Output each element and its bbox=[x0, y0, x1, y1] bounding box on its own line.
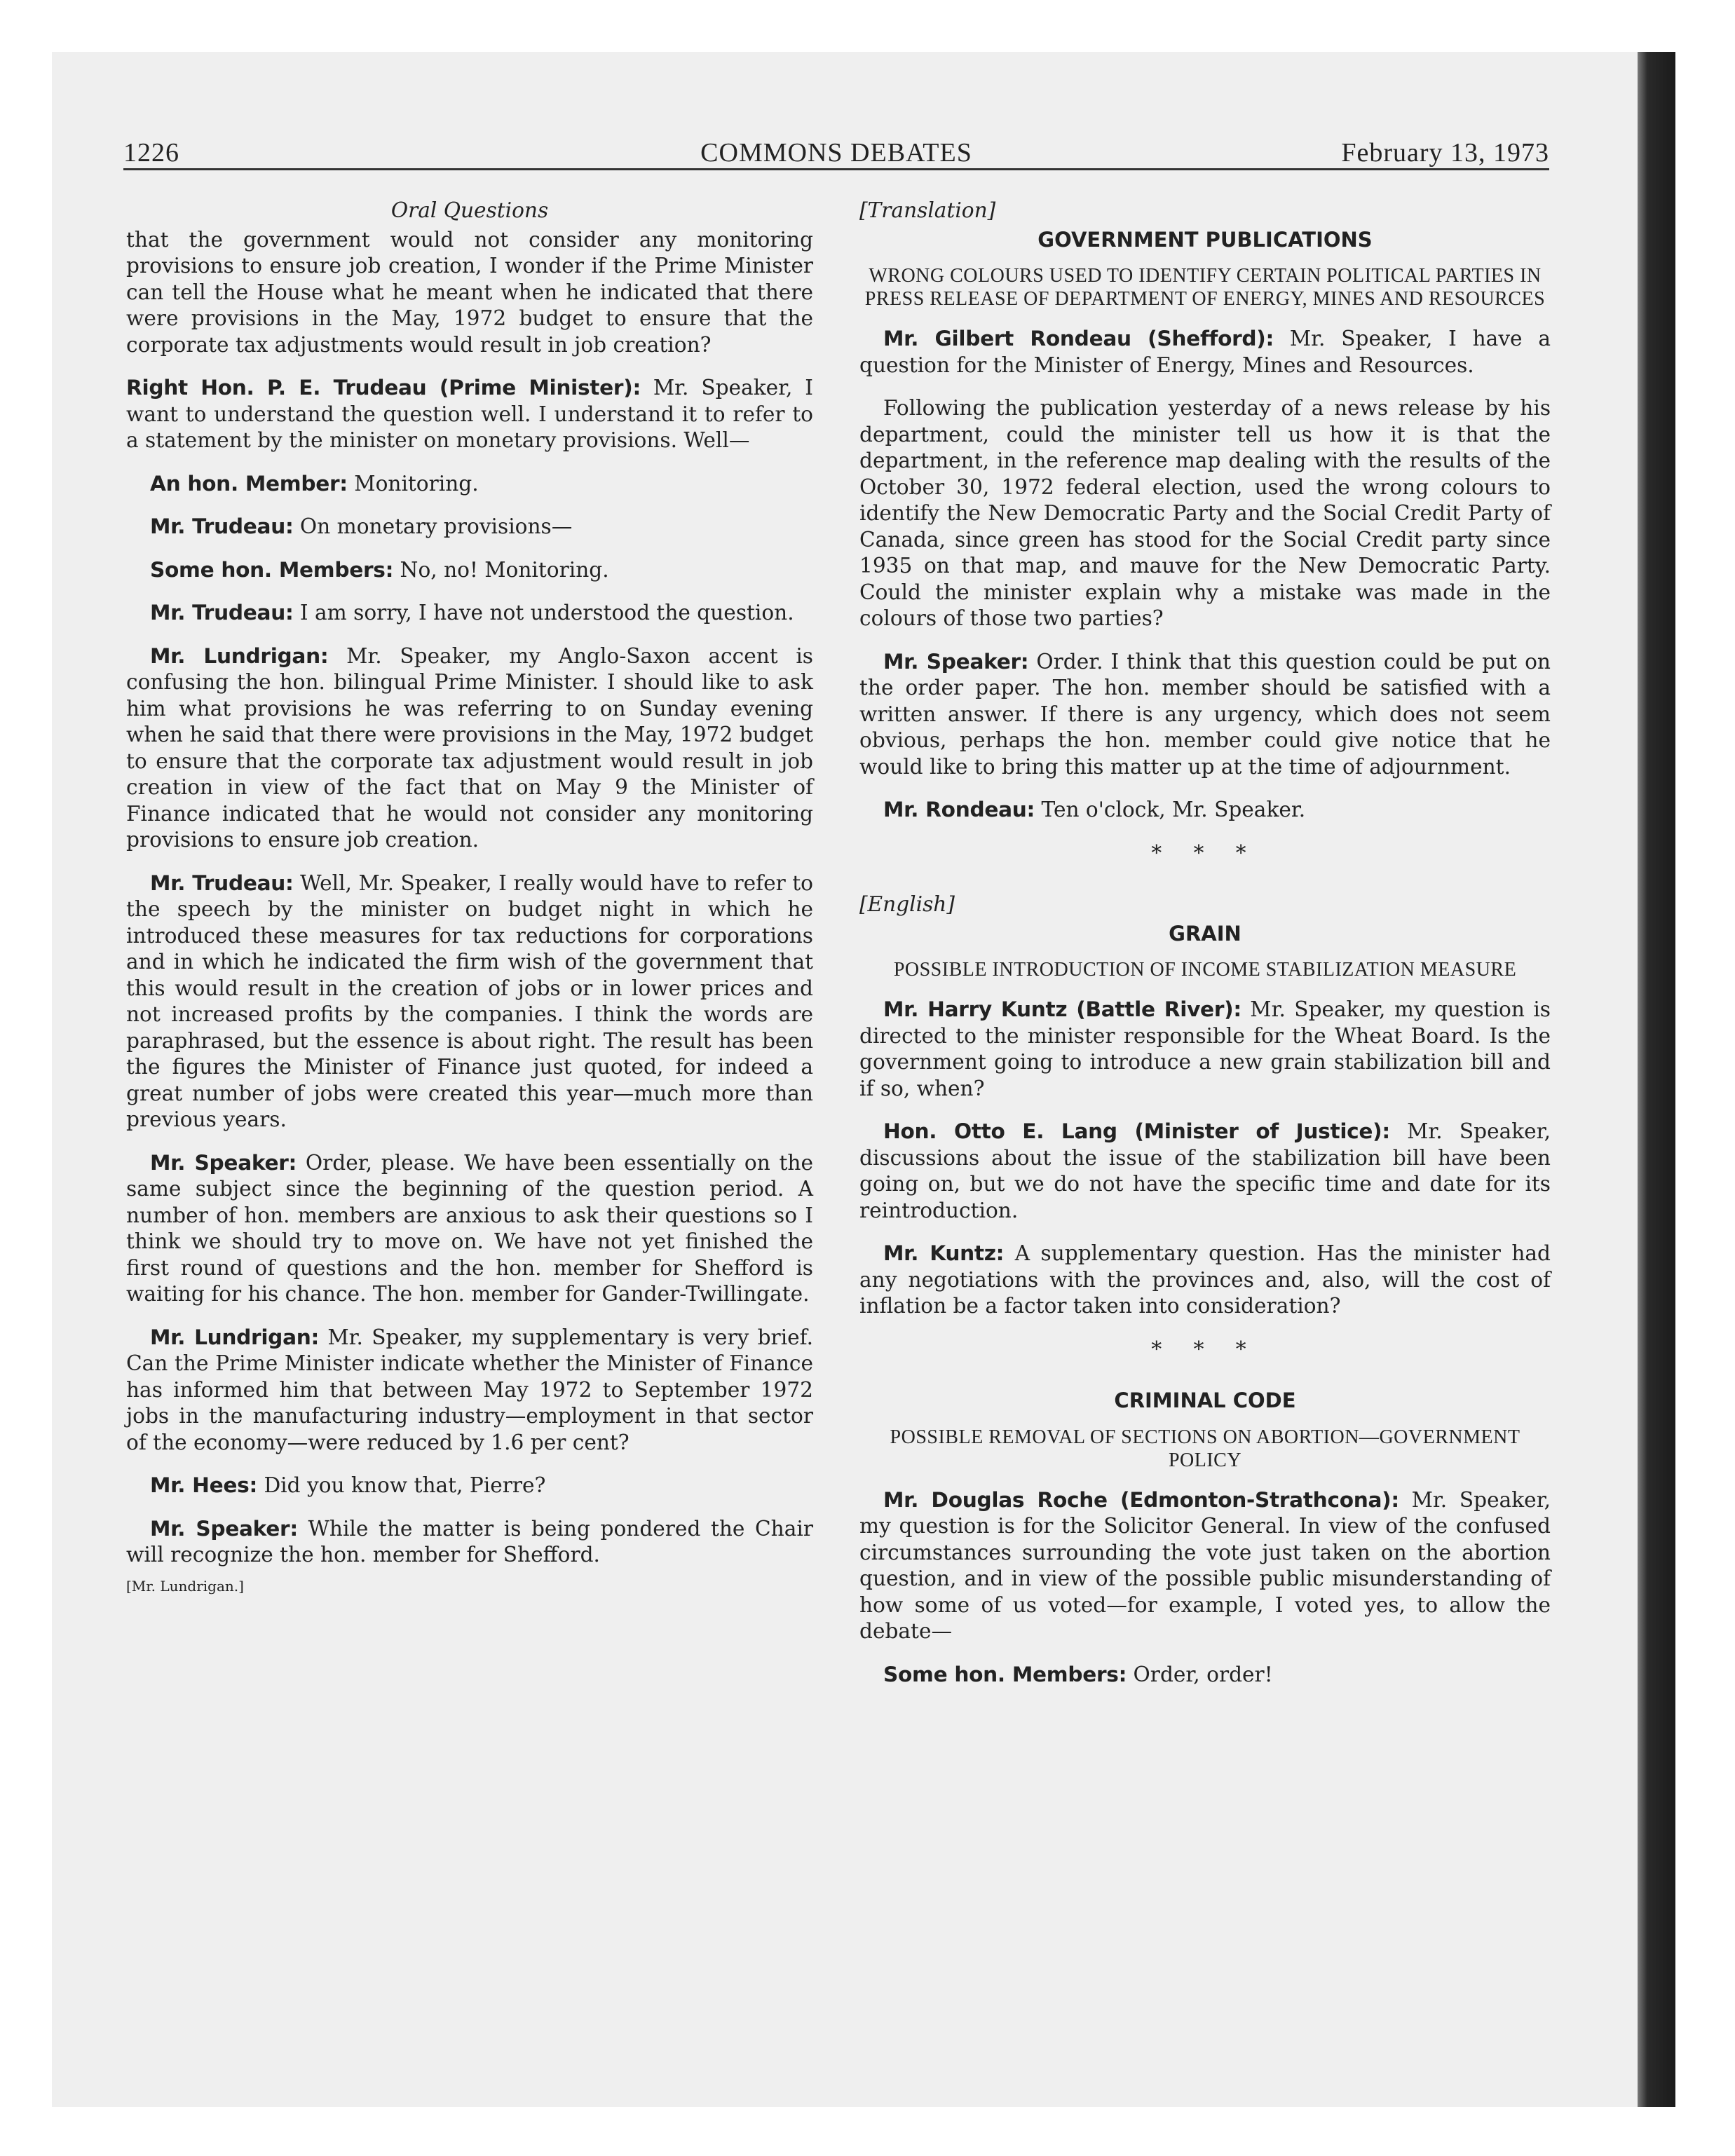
paragraph bbox=[126, 227, 813, 359]
paragraph-text: Order. I think that this question could be put on the order paper. The hon. member should be satisfied with a written answer. If there is any urgency, which does not seem obvious, perhaps the hon. member could give notice that he would like to bring this matter up at the time of adjournment. bbox=[859, 649, 1551, 779]
paragraph bbox=[859, 395, 1551, 632]
paragraph bbox=[126, 375, 813, 454]
running-head: Oral Questions bbox=[390, 198, 549, 222]
language-tag-english: [English] bbox=[859, 892, 955, 916]
header-rule bbox=[123, 168, 1549, 170]
paragraph-text: Well, Mr. Speaker, I really would have to refer to the speech by the minister on budget night in which he introduced these measures for tax reductions for corporations and in which he indicated the firm wish of the government that this would result in the creation of jobs or in lower prices and not increased profits by the companies. I think the words are paraphrased, but the essence is about right. The result has been the figures the Minister of Finance just quoted, for indeed a great number of jobs were created this year—much more than previous years. bbox=[126, 871, 813, 1131]
speaker-name: Mr. Gilbert Rondeau (Shefford): bbox=[883, 327, 1274, 350]
speaker-name: Mr. Speaker: bbox=[150, 1150, 297, 1175]
page-binding-shadow bbox=[1638, 52, 1675, 2107]
paragraph bbox=[126, 1325, 813, 1456]
paragraph-text: that the government would not consider any monitoring provisions to ensure job creation, I wonder if the Prime Minister can tell the House what he meant when he indicated that there were provisions in the May, 1972 budget to ensure that the corporate tax adjustments would result in job creation? bbox=[126, 227, 813, 357]
paragraph-text: While the matter is being pondered the Chair will recognize the hon. member for Shefford. bbox=[126, 1516, 813, 1567]
left-column bbox=[126, 198, 813, 1595]
paragraph-text: Mr. Speaker, my question is directed to the minister responsible for the Wheat Board. Is the government going to introduce a new grain stabilization bill and if so, when? bbox=[859, 997, 1551, 1100]
page-number: 1226 bbox=[123, 138, 179, 168]
paragraph-text: A supplementary question. Has the minister had any negotiations with the provinces and, also, will the cost of inflation be a factor taken into consideration? bbox=[859, 1241, 1551, 1318]
paragraph bbox=[126, 643, 813, 854]
paragraph-text: Order, order! bbox=[1133, 1662, 1273, 1686]
section-title: GRAIN bbox=[1169, 921, 1241, 946]
paragraph-text: Mr. Speaker, I have a question for the Minister of Energy, Mines and Resources. bbox=[859, 327, 1551, 377]
paragraph bbox=[859, 649, 1551, 781]
speaker-name: An hon. Member: bbox=[150, 471, 348, 496]
paragraph bbox=[126, 1516, 813, 1569]
speaker-name: Right Hon. P. E. Trudeau (Prime Minister): bbox=[126, 376, 641, 400]
paragraph bbox=[859, 997, 1551, 1102]
publication-date: February 13, 1973 bbox=[1341, 138, 1549, 168]
paragraph bbox=[859, 1241, 1551, 1320]
language-tag-translation: [Translation] bbox=[859, 198, 996, 222]
section-title: GOVERNMENT PUBLICATIONS bbox=[1037, 227, 1373, 252]
speaker-name: Mr. Douglas Roche (Edmonton-Strathcona): bbox=[883, 1487, 1399, 1512]
section-title: CRIMINAL CODE bbox=[1114, 1389, 1296, 1412]
paragraph bbox=[126, 514, 813, 540]
speaker-name: Some hon. Members: bbox=[150, 557, 394, 582]
paragraph-text: On monetary provisions— bbox=[299, 514, 573, 538]
paragraph-text: No, no! Monitoring. bbox=[400, 557, 609, 582]
paragraph-text: Ten o'clock, Mr. Speaker. bbox=[1041, 798, 1306, 821]
paragraph bbox=[126, 471, 813, 498]
paragraph bbox=[859, 1119, 1551, 1224]
section-subtitle: POSSIBLE INTRODUCTION OF INCOME STABILIZATION MEASURE bbox=[893, 959, 1517, 981]
speaker-name: Mr. Speaker: bbox=[883, 649, 1029, 674]
section-separator: * * * bbox=[1151, 840, 1259, 865]
speaker-name: Mr. Trudeau: bbox=[150, 871, 294, 895]
member-footnote: [Mr. Lundrigan.] bbox=[126, 1577, 244, 1595]
speaker-name: Mr. Lundrigan: bbox=[150, 1325, 320, 1349]
paragraph-text: Mr. Speaker, my Anglo-Saxon accent is confusing the hon. bilingual Prime Minister. I should like to ask him what provisions he was referring to on Sunday evening when he said that there were provisions in the May, 1972 budget to ensure that the corporate tax adjustment would result in job creation in view of the fact that on May 9 the Minister of Finance indicated that he would not consider any monitoring provisions to ensure job creation. bbox=[126, 643, 813, 852]
publication-title: COMMONS DEBATES bbox=[700, 138, 972, 168]
speaker-name: Mr. Harry Kuntz (Battle River): bbox=[883, 997, 1241, 1021]
paragraph-text: Mr. Speaker, discussions about the issue of the stabilization bill have been going on, but we do not have the specific time and date for its reintroduction. bbox=[859, 1119, 1551, 1222]
paragraph-text: I am sorry, I have not understood the question. bbox=[299, 601, 794, 625]
speaker-name: Mr. Rondeau: bbox=[883, 798, 1035, 821]
speaker-name: Mr. Trudeau: bbox=[150, 514, 294, 538]
speaker-name: Mr. Lundrigan: bbox=[150, 643, 329, 668]
page-header bbox=[123, 137, 1549, 172]
right-column bbox=[859, 198, 1551, 1705]
paragraph bbox=[126, 557, 813, 584]
paragraph bbox=[126, 1150, 813, 1308]
section-subtitle: WRONG COLOURS USED TO IDENTIFY CERTAIN POLITICAL PARTIES IN PRESS RELEASE OF DEPARTMENT OF ENERGY, MINES AND RESOURCES bbox=[864, 265, 1546, 310]
paragraph-text: Mr. Speaker, my question is for the Solicitor General. In view of the confused circumstances surrounding the vote just taken on the abortion question, and in view of the possible public misunderstanding of how some of us voted—for example, I voted yes, to allow the debate— bbox=[859, 1487, 1551, 1643]
speaker-name: Mr. Speaker: bbox=[150, 1516, 298, 1541]
speaker-name: Mr. Kuntz: bbox=[883, 1241, 1005, 1265]
speaker-name: Mr. Trudeau: bbox=[150, 601, 294, 625]
paragraph bbox=[126, 871, 813, 1133]
speaker-name: Some hon. Members: bbox=[883, 1662, 1127, 1686]
paragraph bbox=[126, 1473, 813, 1499]
paragraph bbox=[859, 797, 1551, 824]
paragraph-text: Mr. Speaker, I want to understand the question well. I understand it to refer to a statement by the minister on monetary provisions. Well— bbox=[126, 376, 813, 452]
speaker-name: Mr. Hees: bbox=[150, 1473, 258, 1497]
section-separator: * * * bbox=[1151, 1337, 1259, 1361]
speaker-name: Hon. Otto E. Lang (Minister of Justice): bbox=[883, 1119, 1390, 1143]
section-subtitle: POSSIBLE REMOVAL OF SECTIONS ON ABORTION—GOVERNMENT POLICY bbox=[890, 1426, 1520, 1471]
paragraph bbox=[859, 326, 1551, 378]
paragraph-text: Did you know that, Pierre? bbox=[264, 1473, 546, 1497]
paragraph-text: Monitoring. bbox=[354, 471, 479, 496]
paragraph-text: Following the publication yesterday of a news release by his department, could the minister tell us how it is that the department, in the reference map dealing with the results of the October 30, 1972 federal election, used the wrong colours to identify the New Democratic Party and the Social Credit Party of Canada, since green has stood for the Social Credit party since 1935 on that map, and mauve for the New Democratic Party. Could the minister explain why a mistake was made in the colours of those two parties? bbox=[859, 396, 1551, 630]
paragraph-text: Order, please. We have been essentially on the same subject since the beginning of the question period. A number of hon. members are anxious to ask their questions so I think we should try to move on. We have not yet finished the first round of questions and the hon. member for Shefford is waiting for his chance. The hon. member for Gander-Twillingate. bbox=[126, 1150, 813, 1306]
paragraph bbox=[859, 1662, 1551, 1688]
paragraph-text: Mr. Speaker, my supplementary is very brief. Can the Prime Minister indicate whether the Minister of Finance has informed him that between May 1972 to September 1972 jobs in the manufacturing industry—employment in that sector of the economy—were reduced by 1.6 per cent? bbox=[126, 1325, 813, 1454]
paragraph bbox=[126, 600, 813, 627]
paragraph bbox=[859, 1487, 1551, 1645]
